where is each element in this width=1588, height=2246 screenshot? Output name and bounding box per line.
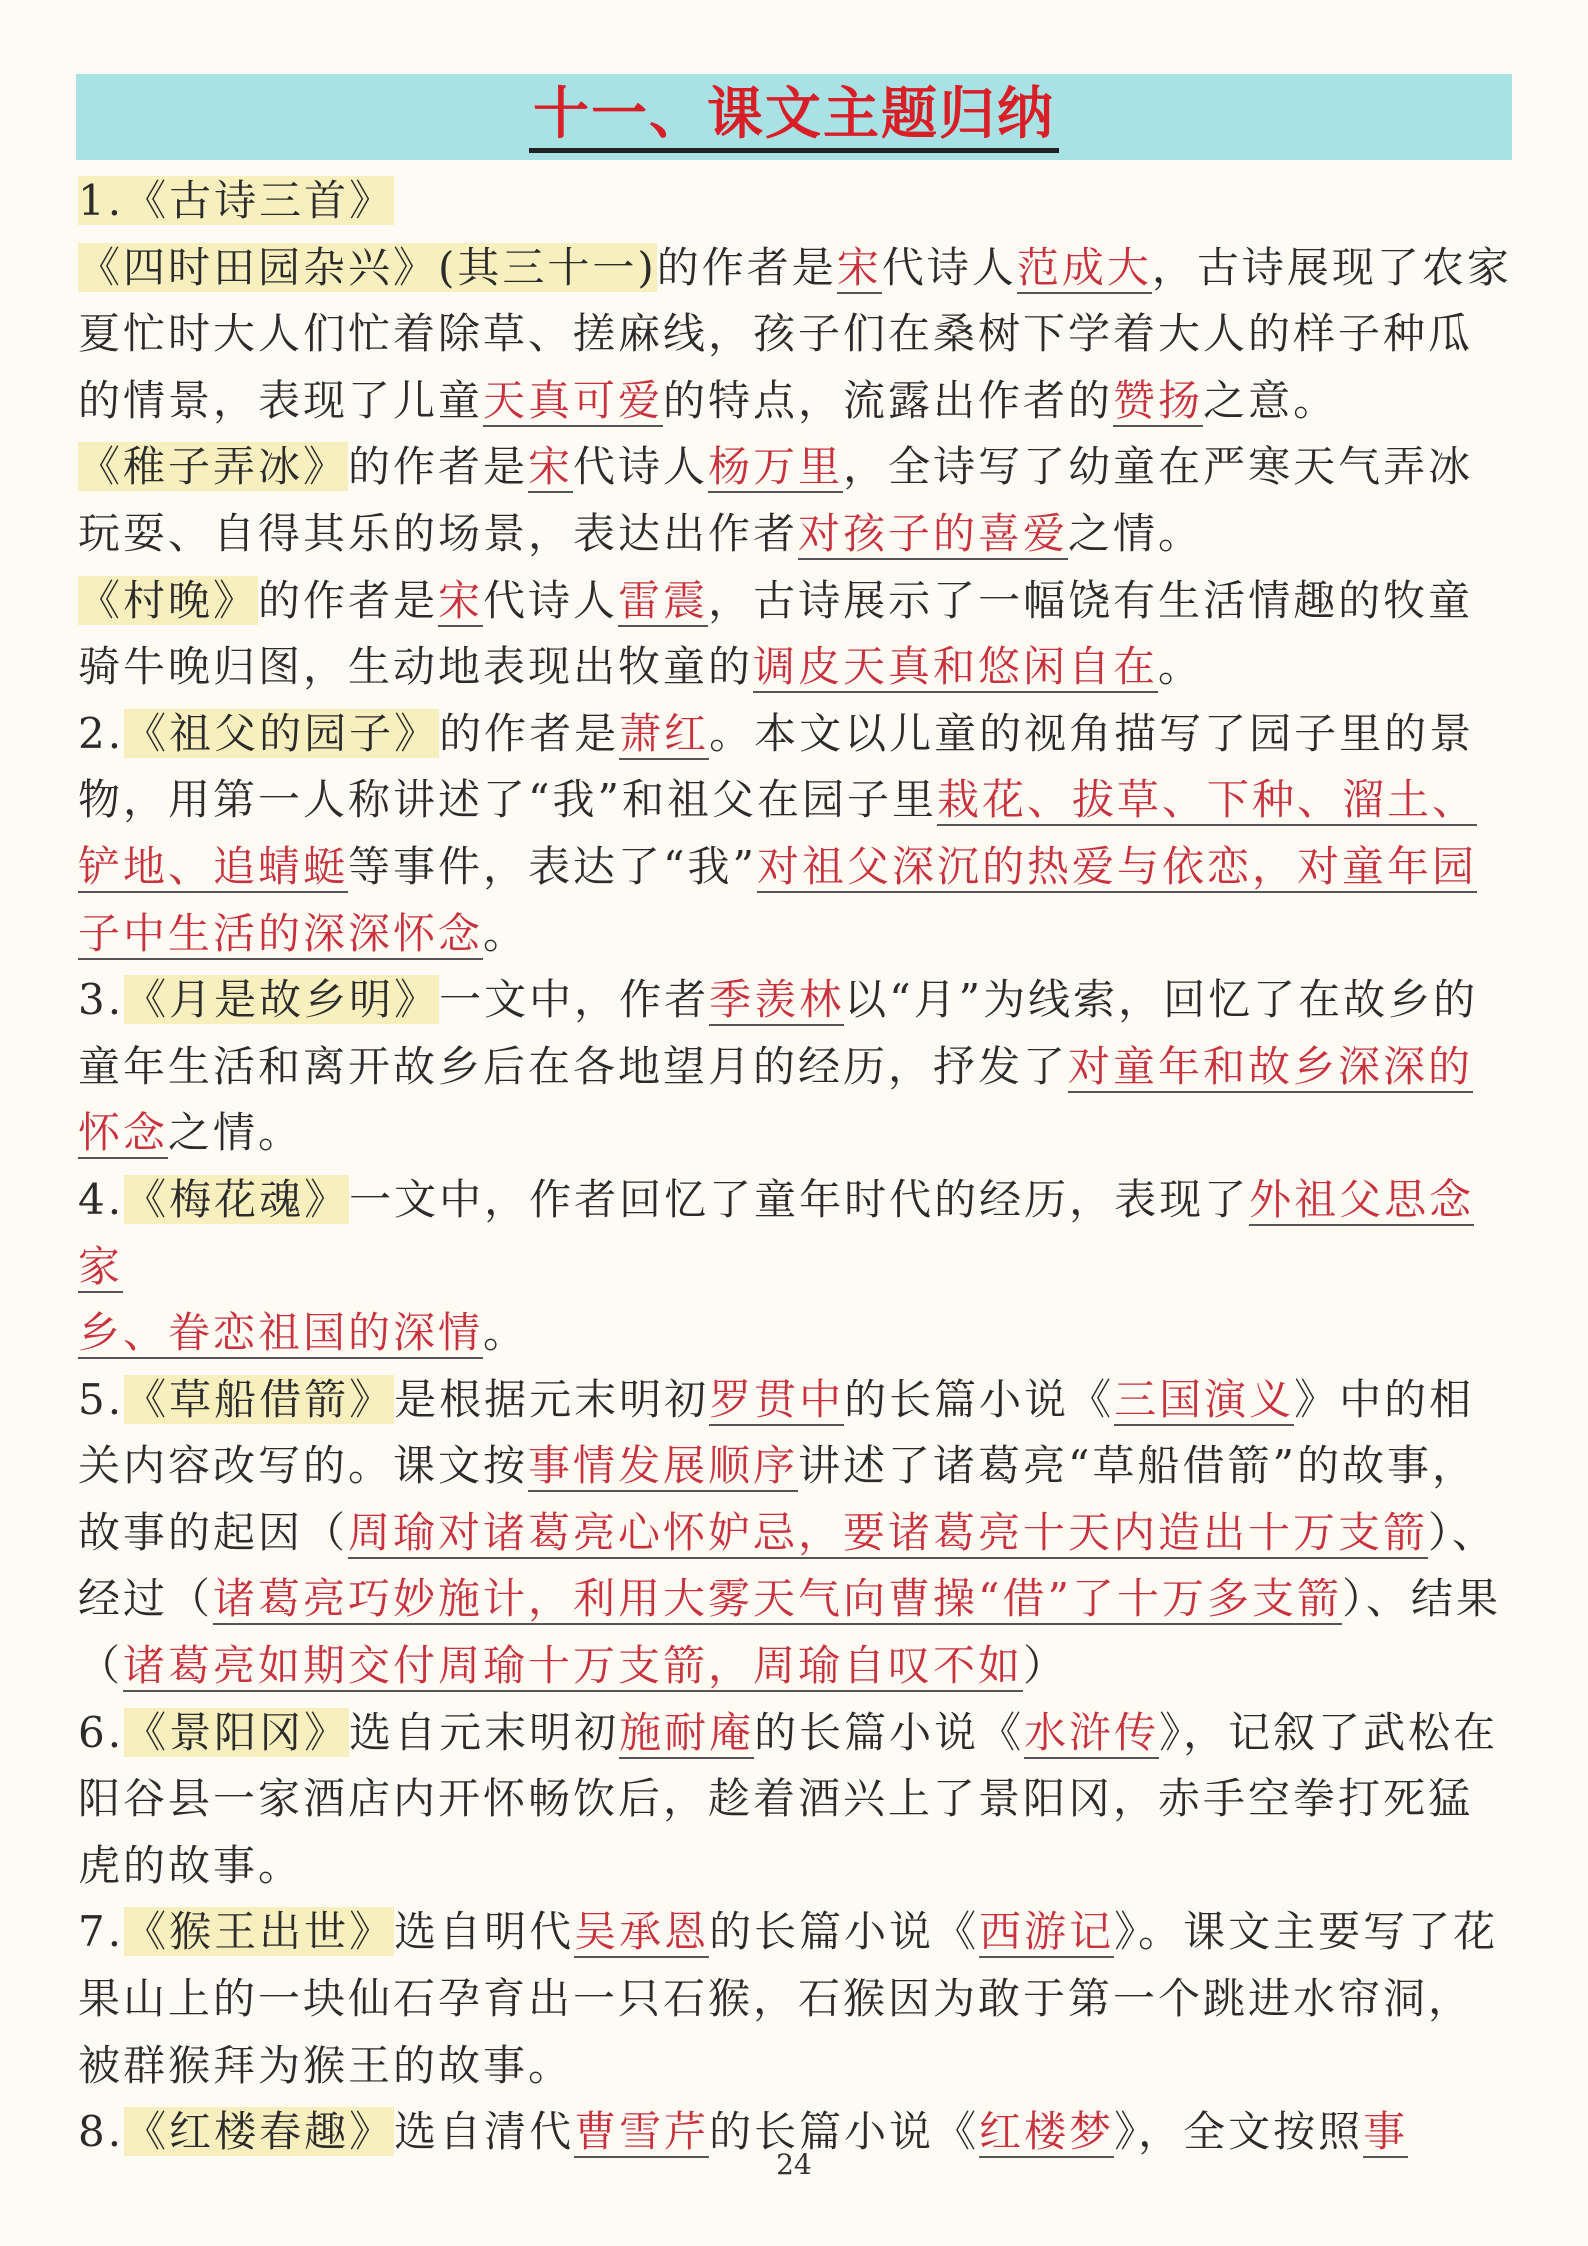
answer-text: 红楼梦 xyxy=(979,2107,1115,2157)
body-text: 等事件，表达了“我” xyxy=(348,841,757,891)
body-text: 以“月”为线索，回忆了在故乡的童年生活和离开故乡后在各地望月的经历，抒发了 xyxy=(78,975,1479,1091)
answer-text: 萧红 xyxy=(619,708,710,758)
body-text: 。 xyxy=(483,908,529,958)
body-text: 讲述了诸葛亮“草船借箭”的故事，故事的起因（ xyxy=(78,1441,1477,1557)
answer-text: 对孩子的喜爱 xyxy=(798,508,1069,558)
body-text: 3. xyxy=(78,975,125,1025)
answer-text: 栽花、拔草、下种、溜土、铲地、追蜻蜓 xyxy=(78,775,1477,891)
body-text: 7. xyxy=(78,1907,125,1957)
page-number: 24 xyxy=(776,2148,812,2181)
page-title: 十一、课文主题归纳 xyxy=(529,82,1059,153)
body-text: 的作者是 xyxy=(439,708,620,758)
body-text: 4. xyxy=(78,1174,125,1224)
answer-text: 宋 xyxy=(836,242,882,292)
body-text: 的长篇小说《 xyxy=(709,1907,980,1957)
answer-text: 调皮天真和悠闲自在 xyxy=(753,642,1159,692)
paragraph xyxy=(78,701,1514,967)
body-text: 的长篇小说《 xyxy=(844,1374,1115,1424)
answer-text: 水浒传 xyxy=(1024,1707,1160,1757)
body-text: 》，记叙了武松在阳谷县一家酒店内开怀畅饮后，趁着酒兴上了景阳冈，赤手空拳打死猛虎的故事。 xyxy=(78,1707,1499,1890)
body-text: 的作者是 xyxy=(656,242,837,292)
body-text: 的特点，流露出作者的 xyxy=(663,375,1114,425)
highlighted-title: 《红楼春趣》 xyxy=(124,2107,395,2157)
body-text: ，古诗展现了农家夏忙时大人们忙着除草、搓麻线，孩子们在桑树下学着大人的样子种瓜的情景，表现了儿童 xyxy=(78,242,1512,425)
body-text: ，古诗展示了一幅饶有生活情趣的牧童骑牛晚归图，生动地表现出牧童的 xyxy=(78,575,1474,692)
answer-text: 宋 xyxy=(438,575,484,625)
answer-text: 事 xyxy=(1363,2107,1409,2157)
body-text: 8. xyxy=(78,2107,125,2157)
body-text: 一文中，作者回忆了童年时代的经历，表现了 xyxy=(349,1174,1250,1224)
highlighted-title: 《草船借箭》 xyxy=(124,1374,395,1424)
paragraph xyxy=(78,235,1514,435)
answer-text: 雷震 xyxy=(618,575,709,625)
body-text: 》。课文主要写了花果山上的一块仙石孕育出一只石猴，石猴因为敢于第一个跳进水帘洞，被群猴拜为猴王的故事。 xyxy=(78,1907,1499,2090)
paragraph xyxy=(78,967,1514,1167)
paragraph xyxy=(78,1367,1514,1700)
answer-text: 诸葛亮如期交付周瑜十万支箭，周瑜自叹不如 xyxy=(123,1641,1024,1691)
body-text: 的长篇小说《 xyxy=(754,1707,1025,1757)
highlighted-title: 1.《古诗三首》 xyxy=(78,176,395,225)
highlighted-title: 《猴王出世》 xyxy=(124,1907,395,1957)
body-text: 5. xyxy=(78,1374,125,1424)
answer-text: 曹雪芹 xyxy=(574,2107,710,2157)
title-banner xyxy=(76,74,1512,160)
highlighted-title: 《祖父的园子》 xyxy=(124,708,440,758)
body-text: 。本文以儿童的视角描写了园子里的景物，用第一人称讲述了“我”和祖父在园子里 xyxy=(78,708,1475,825)
body-text: 选自明代 xyxy=(394,1907,575,1957)
answer-text: 吴承恩 xyxy=(574,1907,710,1957)
highlighted-title: 《景阳冈》 xyxy=(124,1707,350,1757)
answer-text: 天真可爱 xyxy=(483,375,664,425)
paragraph xyxy=(78,1700,1514,1900)
answer-text: 范成大 xyxy=(1016,242,1152,292)
answer-text: 三国演义 xyxy=(1114,1374,1295,1424)
body-text: 》中的相关内容改写的。课文按 xyxy=(78,1374,1475,1491)
highlighted-title: 《四时田园杂兴》(其三十一) xyxy=(78,242,657,292)
body-text: 之情。 xyxy=(168,1108,304,1158)
body-text: 之情。 xyxy=(1068,508,1204,558)
body-text: 的长篇小说《 xyxy=(709,2107,980,2157)
highlighted-title: 《稚子弄冰》 xyxy=(78,442,349,492)
answer-text: 对祖父深沉的热爱与依恋，对童年园子中生活的深深怀念 xyxy=(78,841,1477,958)
answer-text: 宋 xyxy=(528,442,574,492)
body-text: 代诗人 xyxy=(881,242,1017,292)
body-text: ） xyxy=(1023,1641,1069,1691)
highlighted-title: 《梅花魂》 xyxy=(124,1174,350,1224)
paragraph xyxy=(78,434,1514,567)
body-text: 》，全文按照 xyxy=(1114,2107,1364,2157)
paragraph xyxy=(78,1300,1514,1367)
body-text: 2. xyxy=(78,708,125,758)
body-text: 6. xyxy=(78,1707,125,1757)
answer-text: 施耐庵 xyxy=(619,1707,755,1757)
body-text: 一文中，作者 xyxy=(439,975,710,1025)
paragraph xyxy=(78,168,1514,235)
answer-text: 赞扬 xyxy=(1113,375,1204,425)
body-text: 代诗人 xyxy=(483,575,619,625)
paragraph xyxy=(78,1899,1514,2099)
paragraph xyxy=(78,1167,1514,1300)
body-text: 是根据元末明初 xyxy=(394,1374,710,1424)
body-text: 的作者是 xyxy=(348,442,529,492)
answer-text: 季羡林 xyxy=(709,975,845,1025)
body-text: 选自清代 xyxy=(394,2107,575,2157)
document-body xyxy=(78,168,1514,2166)
answer-text: 杨万里 xyxy=(708,442,844,492)
body-text: ，全诗写了幼童在严寒天气弄冰玩耍、自得其乐的场景，表达出作者 xyxy=(78,442,1474,558)
answer-text: 对童年和故乡深深的怀念 xyxy=(78,1041,1474,1158)
body-text: 之意。 xyxy=(1203,375,1339,425)
body-text: ）、经过（ xyxy=(78,1507,1498,1624)
answer-text: 外祖父思念家 xyxy=(78,1174,1475,1291)
answer-text: 事情发展顺序 xyxy=(528,1441,799,1491)
body-text: ）、结果（ xyxy=(78,1574,1501,1691)
answer-text: 西游记 xyxy=(979,1907,1115,1957)
body-text: 。 xyxy=(1158,642,1204,692)
highlighted-title: 《村晚》 xyxy=(78,575,259,625)
highlighted-title: 《月是故乡明》 xyxy=(124,975,440,1025)
answer-text: 周瑜对诸葛亮心怀妒忌，要诸葛亮十天内造出十万支箭 xyxy=(348,1507,1429,1557)
body-text: 的作者是 xyxy=(258,575,439,625)
answer-text: 诸葛亮巧妙施计，利用大雾天气向曹操“借”了十万多支箭 xyxy=(213,1574,1342,1624)
paragraph xyxy=(78,568,1514,701)
answer-text: 罗贯中 xyxy=(709,1374,845,1424)
body-text: 选自元末明初 xyxy=(349,1707,620,1757)
body-text: 。 xyxy=(483,1308,529,1358)
answer-text: 乡、眷恋祖国的深情 xyxy=(78,1308,484,1358)
body-text: 代诗人 xyxy=(573,442,709,492)
